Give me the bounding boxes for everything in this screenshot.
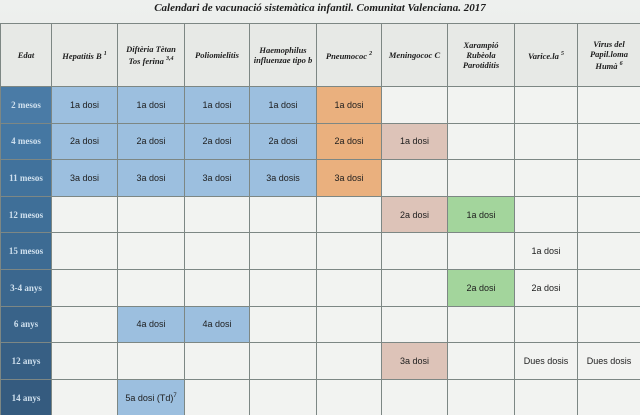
dose-cell	[382, 269, 448, 306]
dose-cell	[448, 306, 515, 343]
age-cell: 15 mesos	[1, 233, 52, 270]
age-cell: 11 mesos	[1, 160, 52, 197]
vaccine-header	[515, 24, 578, 87]
footnote-marker: 7	[173, 392, 177, 399]
dose-cell: 3a dosi	[382, 343, 448, 380]
dose-label: 5a dosi (Td)	[125, 392, 174, 403]
dose-cell: 3a dosi	[52, 160, 118, 197]
dose-cell: 3a dosi	[185, 160, 250, 197]
dose-cell: 2a dosi	[118, 123, 185, 160]
dose-cell: 1a dosi	[515, 233, 578, 270]
dose-cell	[578, 306, 640, 343]
vaccine-header-label: Virus del Papil.loma Humà	[589, 39, 628, 71]
dose-cell	[317, 233, 382, 270]
header-row	[1, 24, 640, 87]
dose-cell	[382, 233, 448, 270]
vaccine-header-label: Poliomielitis	[195, 50, 239, 60]
dose-cell: 2a dosi	[185, 123, 250, 160]
vaccine-header	[448, 24, 515, 87]
dose-cell	[118, 196, 185, 233]
dose-cell: 4a dosi	[118, 306, 185, 343]
vaccine-header	[250, 24, 317, 87]
dose-cell: 2a dosi	[382, 196, 448, 233]
dose-cell	[317, 379, 382, 415]
dose-cell: 2a dosi	[250, 123, 317, 160]
table-row	[1, 343, 640, 380]
dose-cell	[52, 233, 118, 270]
dose-cell	[118, 379, 185, 415]
age-cell: 2 mesos	[1, 87, 52, 124]
dose-cell	[382, 87, 448, 124]
dose-cell	[118, 343, 185, 380]
dose-cell	[185, 343, 250, 380]
dose-cell	[515, 379, 578, 415]
age-cell: 4 mesos	[1, 123, 52, 160]
vaccine-header-label: Meningococ C	[388, 50, 441, 60]
table-row	[1, 379, 640, 415]
dose-cell	[250, 379, 317, 415]
dose-cell	[448, 379, 515, 415]
footnote-marker: 3,4	[165, 56, 174, 63]
table-row	[1, 196, 640, 233]
vaccine-header-label: Diftèria Tètan Tos ferina	[126, 44, 176, 66]
dose-cell	[578, 196, 640, 233]
dose-cell	[578, 160, 640, 197]
vaccine-header	[118, 24, 185, 87]
dose-cell	[515, 87, 578, 124]
dose-cell: 3a dosis	[250, 160, 317, 197]
vaccine-header-label: Pneumococ	[325, 50, 367, 61]
age-cell: 12 mesos	[1, 196, 52, 233]
dose-cell	[52, 379, 118, 415]
dose-cell: 1a dosi	[317, 87, 382, 124]
dose-cell	[578, 233, 640, 270]
footnote-marker: 6	[619, 61, 623, 68]
vaccine-header-label: Xarampió Rubèola Parotiditis	[462, 40, 500, 70]
dose-cell	[317, 196, 382, 233]
age-header: Edat	[1, 24, 52, 87]
dose-cell	[382, 379, 448, 415]
calendar-title: Calendari de vacunació sistemàtica infantil. Comunitat Valenciana. 2017	[154, 2, 486, 14]
dose-cell	[118, 269, 185, 306]
dose-cell	[185, 196, 250, 233]
age-cell: 6 anys	[1, 306, 52, 343]
dose-cell: 1a dosi	[185, 87, 250, 124]
dose-cell: 1a dosi	[382, 123, 448, 160]
dose-cell	[515, 306, 578, 343]
dose-cell	[118, 233, 185, 270]
footnote-marker: 1	[103, 51, 107, 58]
table-row	[1, 306, 640, 343]
dose-cell: 4a dosi	[185, 306, 250, 343]
dose-cell: Dues dosis	[578, 343, 640, 380]
dose-cell	[185, 379, 250, 415]
dose-cell	[317, 306, 382, 343]
dose-cell: 1a dosi	[52, 87, 118, 124]
dose-cell	[382, 160, 448, 197]
dose-cell	[578, 123, 640, 160]
dose-cell: 2a dosi	[515, 269, 578, 306]
dose-cell	[448, 233, 515, 270]
vaccine-header	[317, 24, 382, 87]
age-cell: 3-4 anys	[1, 269, 52, 306]
dose-cell: 3a dosi	[118, 160, 185, 197]
vaccine-header	[382, 24, 448, 87]
vaccine-header-label: Varice.la	[527, 50, 559, 61]
dose-cell	[250, 306, 317, 343]
vaccine-header	[185, 24, 250, 87]
dose-cell	[317, 269, 382, 306]
footnote-marker: 5	[561, 51, 565, 58]
dose-cell	[52, 343, 118, 380]
dose-cell: 1a dosi	[118, 87, 185, 124]
dose-cell	[185, 233, 250, 270]
dose-cell	[52, 196, 118, 233]
vaccine-header-label: Hepatitis B	[62, 50, 102, 61]
dose-cell: 2a dosi	[52, 123, 118, 160]
dose-cell	[52, 269, 118, 306]
age-cell: 14 anys	[1, 379, 52, 415]
dose-cell	[317, 343, 382, 380]
dose-cell	[52, 306, 118, 343]
dose-cell	[578, 379, 640, 415]
dose-cell	[250, 343, 317, 380]
dose-cell	[515, 160, 578, 197]
table-row	[1, 160, 640, 197]
dose-cell	[250, 269, 317, 306]
dose-cell	[382, 306, 448, 343]
dose-cell	[448, 87, 515, 124]
dose-cell: 1a dosi	[448, 196, 515, 233]
table-row	[1, 269, 640, 306]
dose-cell	[515, 196, 578, 233]
dose-cell: 2a dosi	[448, 269, 515, 306]
vaccine-header-label: Haemophilus influenzae tipo b	[253, 45, 313, 65]
dose-cell	[578, 269, 640, 306]
vaccination-table	[0, 23, 640, 415]
dose-cell: 1a dosi	[250, 87, 317, 124]
dose-cell: 2a dosi	[317, 123, 382, 160]
vaccine-header	[578, 24, 640, 87]
dose-cell: Dues dosis	[515, 343, 578, 380]
dose-cell	[185, 269, 250, 306]
dose-cell	[448, 123, 515, 160]
table-row	[1, 123, 640, 160]
dose-cell	[448, 343, 515, 380]
table-row	[1, 87, 640, 124]
dose-cell	[515, 123, 578, 160]
dose-cell	[250, 196, 317, 233]
age-cell: 12 anys	[1, 343, 52, 380]
dose-cell: 3a dosi	[317, 160, 382, 197]
dose-cell	[448, 160, 515, 197]
table-row	[1, 233, 640, 270]
dose-cell	[250, 233, 317, 270]
vaccine-header	[52, 24, 118, 87]
dose-cell	[578, 87, 640, 124]
footnote-marker: 2	[369, 51, 373, 58]
